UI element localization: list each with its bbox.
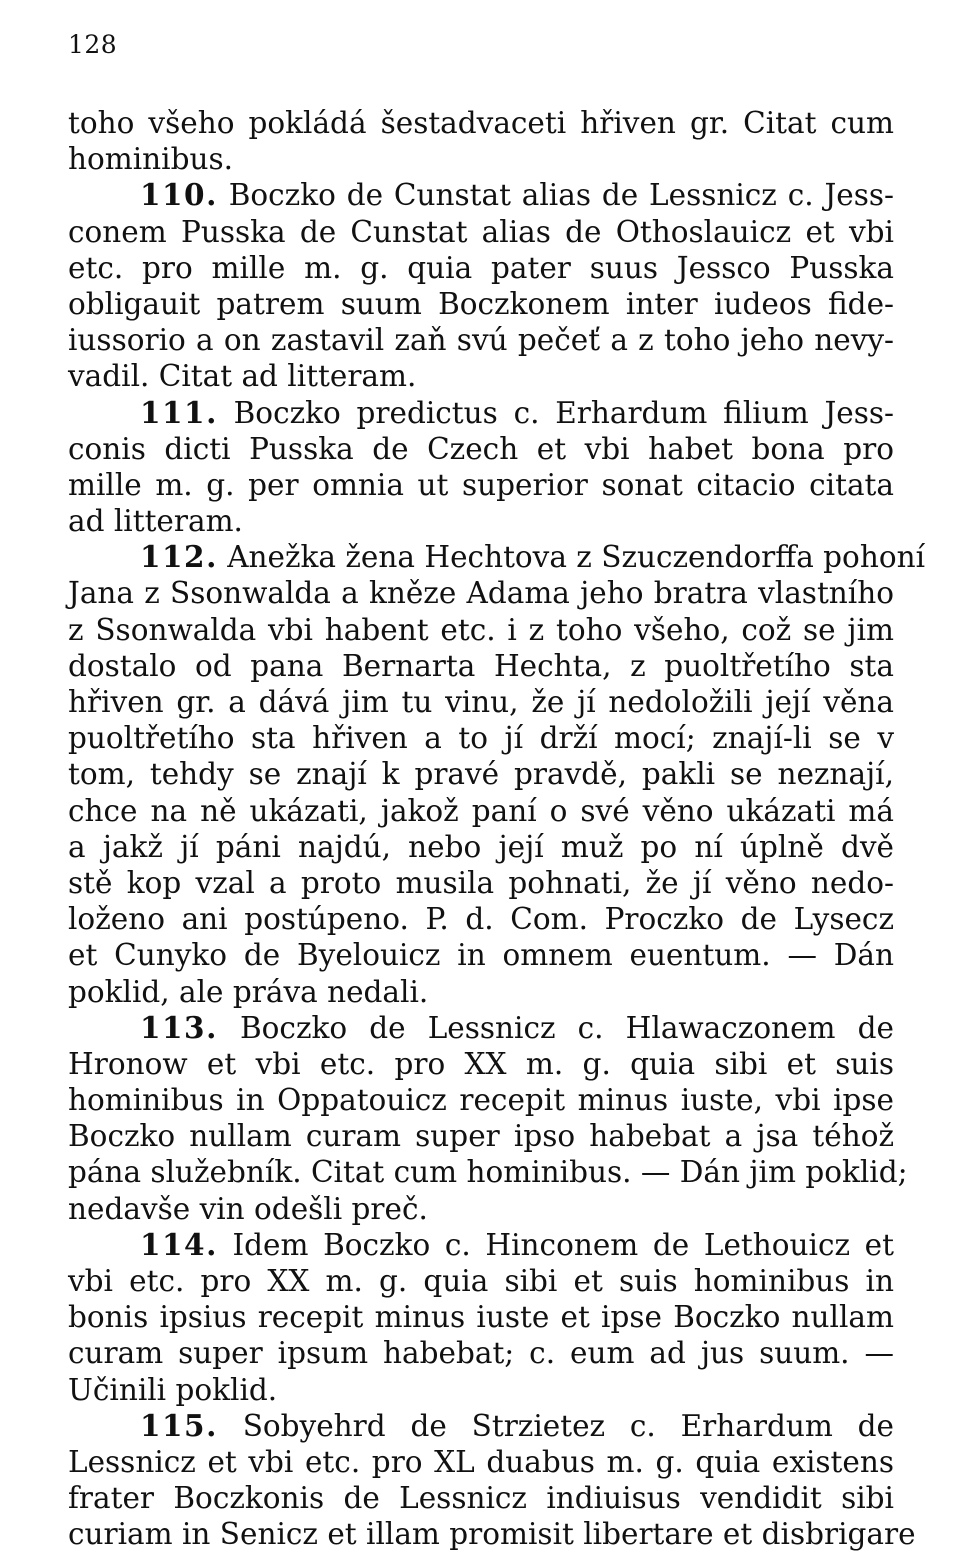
line-text: ad litteram.: [68, 504, 243, 539]
line-text: loženo ani postúpeno. P. d. Com. Proczko de Lysecz: [68, 902, 894, 937]
text-line: [68, 1516, 916, 1552]
line-text: Anežka žena Hechtova z Szuczendorffa pohoní: [227, 540, 926, 575]
line-text: Boczko predictus c. Erhardum filium Jess-: [233, 395, 894, 430]
line-text: curiam in Senicz et illam promisit libertare et disbrigare: [68, 1517, 916, 1552]
text-line: [68, 612, 894, 648]
text-line: [68, 177, 894, 213]
text-line: [68, 503, 894, 539]
line-text: hominibus in Oppatouicz recepit minus iuste, vbi ipse: [68, 1083, 894, 1118]
line-text: mille m. g. per omnia ut superior sonat citacio citata: [68, 467, 894, 502]
line-text: Boczko de Cunstat alias de Lessnicz c. Jess-: [228, 178, 894, 213]
text-line: [68, 395, 894, 431]
line-text: etc. pro mille m. g. quia pater suus Jessco Pusska: [68, 250, 894, 285]
text-line: [68, 286, 894, 322]
text-line: [68, 1046, 894, 1082]
line-text: toho všeho pokládá šestadvaceti hřiven gr. Citat cum: [68, 106, 894, 140]
line-text: vadil. Citat ad litteram.: [68, 359, 417, 394]
text-line: [68, 250, 894, 286]
line-text: Idem Boczko c. Hinconem de Lethouicz et: [232, 1227, 894, 1262]
entry-number: 111.: [140, 394, 218, 430]
line-text: bonis ipsius recepit minus iuste et ipse Boczko nullam: [68, 1300, 894, 1335]
text-block: [68, 105, 926, 1553]
line-text: puoltřetího sta hřiven a to jí drží mocí; znají-li se v: [68, 721, 894, 756]
page-number: 128: [68, 30, 118, 59]
text-line: [68, 937, 894, 973]
line-text: Jana z Ssonwalda a kněze Adama jeho bratra vlastního: [68, 576, 894, 611]
text-line: [68, 1444, 894, 1480]
text-line: [68, 720, 894, 756]
line-text: iussorio a on zastavil zaň svú pečeť a z toho jeho nevy-: [68, 323, 894, 358]
line-text: Sobyehrd de Strzietez c. Erhardum de: [242, 1408, 894, 1443]
entry-number: 114.: [140, 1226, 218, 1262]
line-text: hominibus.: [68, 142, 234, 177]
text-line: [68, 1082, 894, 1118]
text-line: [68, 684, 894, 720]
line-text: et Cunyko de Byelouicz in omnem euentum. — Dán: [68, 938, 894, 973]
line-text: Boczko nullam curam super ipso habebat a jsa téhož: [68, 1119, 894, 1154]
line-text: obligauit patrem suum Boczkonem inter iudeos fide-: [68, 286, 894, 321]
entry-number: 112.: [140, 539, 218, 575]
line-text: Učinili poklid.: [68, 1372, 278, 1407]
text-line: [68, 141, 894, 177]
line-text: stě kop vzal a proto musila pohnati, že jí věno nedo-: [68, 865, 894, 900]
text-line: [68, 865, 894, 901]
text-line: [68, 431, 894, 467]
line-text: Hronow et vbi etc. pro XX m. g. quia sibi et suis: [68, 1046, 894, 1081]
line-text: pána služebník. Citat cum hominibus. — Dán jim poklid;: [68, 1155, 908, 1190]
text-line: [68, 793, 894, 829]
text-line: [68, 1227, 894, 1263]
line-text: conis dicti Pusska de Czech et vbi habet bona pro: [68, 431, 894, 466]
text-line: [68, 1154, 908, 1190]
text-line: [68, 1480, 894, 1516]
text-line: [68, 829, 894, 865]
line-text: dostalo od pana Bernarta Hechta, z puoltřetího sta: [68, 648, 894, 683]
line-text: vbi etc. pro XX m. g. quia sibi et suis hominibus in: [68, 1264, 894, 1298]
text-line: [68, 1263, 894, 1299]
text-line: [68, 1335, 894, 1371]
line-text: z Ssonwalda vbi habent etc. i z toho všeho, což se jim: [68, 612, 894, 647]
text-line: [68, 214, 894, 250]
line-text: chce na ně ukázati, jakož paní o své věno ukázati má: [68, 793, 894, 828]
text-line: [68, 756, 894, 792]
text-line: [68, 105, 894, 141]
line-text: Lessnicz et vbi etc. pro XL duabus m. g. quia existens: [68, 1444, 894, 1479]
entry-number: 115.: [140, 1407, 218, 1443]
text-line: [68, 901, 894, 937]
entry-number: 113.: [140, 1009, 218, 1045]
line-text: curam super ipsum habebat; c. eum ad jus suum. —: [68, 1336, 894, 1371]
text-line: [68, 539, 926, 575]
line-text: nedavše vin odešli preč.: [68, 1191, 428, 1226]
line-text: tom, tehdy se znají k pravé pravdě, pakli se neznají,: [68, 757, 894, 792]
line-text: conem Pusska de Cunstat alias de Othoslauicz et vbi: [68, 214, 894, 249]
entry-number: 110.: [140, 177, 218, 213]
text-line: [68, 467, 894, 503]
text-line: [68, 322, 894, 358]
text-line: [68, 1191, 894, 1227]
line-text: Boczko de Lessnicz c. Hlawaczonem de: [239, 1010, 894, 1045]
text-line: [68, 1299, 894, 1335]
line-text: hřiven gr. a dává jim tu vinu, že jí nedoložili její věna: [68, 685, 894, 719]
text-line: [68, 1372, 894, 1408]
text-line: [68, 1010, 894, 1046]
text-line: [68, 1118, 894, 1154]
text-line: [68, 1408, 894, 1444]
text-line: [68, 358, 894, 394]
line-text: poklid, ale práva nedali.: [68, 974, 429, 1009]
line-text: a jakž jí páni najdú, nebo její muž po ní úplně dvě: [68, 829, 894, 864]
text-line: [68, 575, 894, 611]
text-line: [68, 648, 894, 684]
line-text: frater Boczkonis de Lessnicz indiuisus vendidit sibi: [68, 1481, 894, 1516]
text-line: [68, 974, 894, 1010]
